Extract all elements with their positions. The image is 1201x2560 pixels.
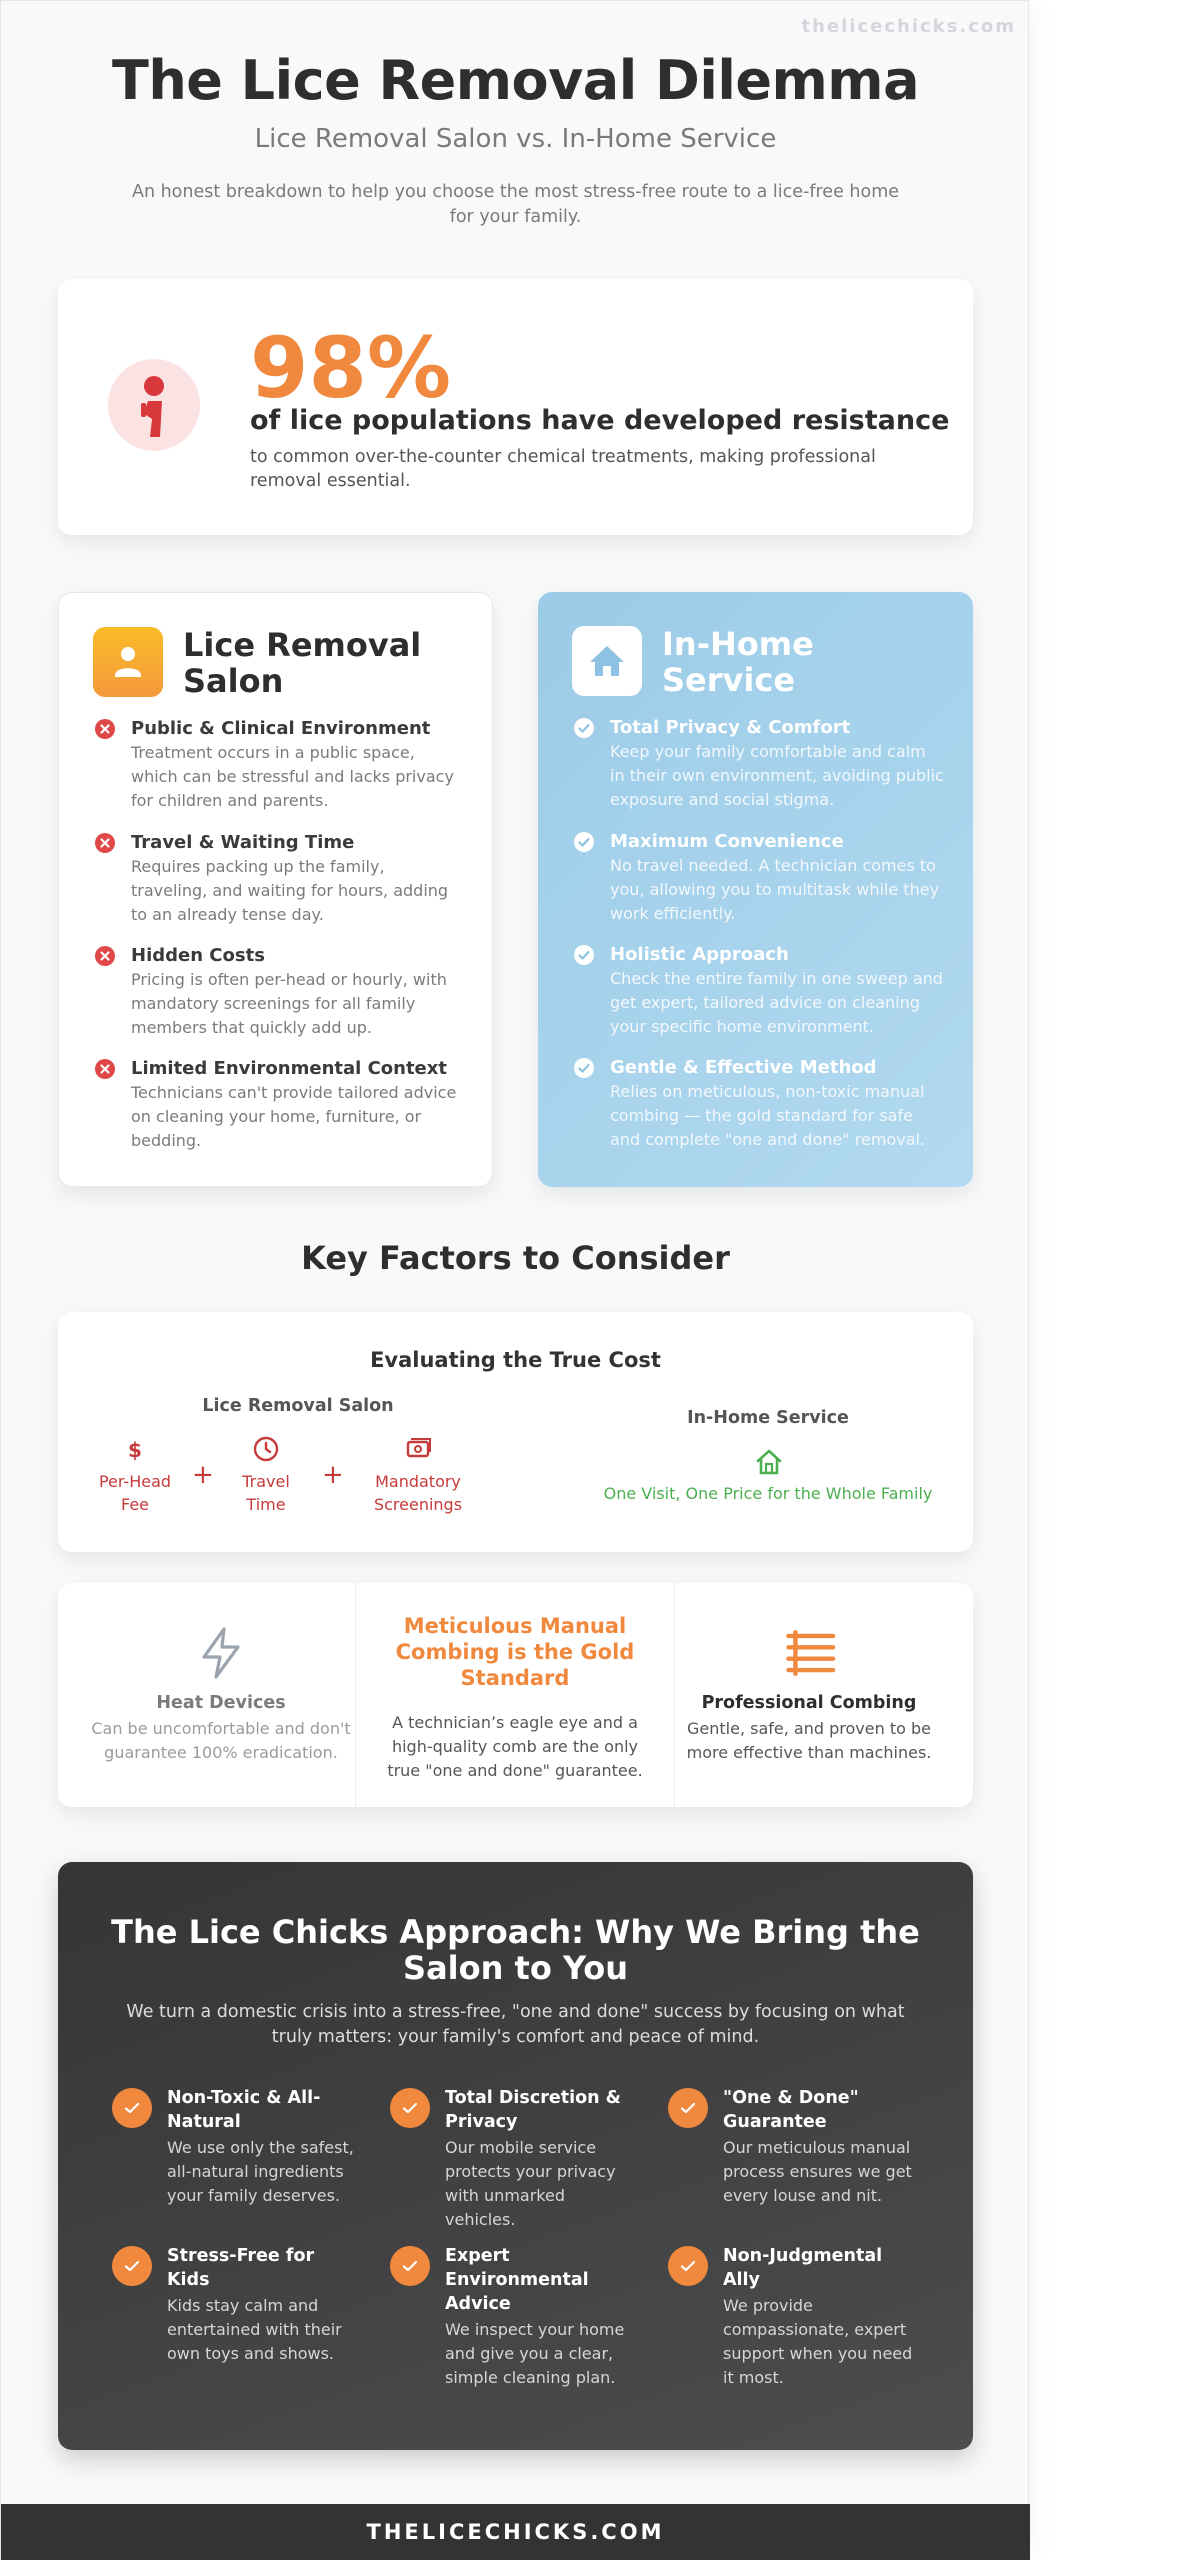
professional-combing [676, 1583, 942, 1807]
x-icon [95, 1059, 115, 1079]
inhome-point [574, 943, 944, 1039]
x-icon [95, 719, 115, 739]
approach-feature [390, 2244, 640, 2390]
fee-label: Mandatory Screenings [373, 1472, 463, 1514]
check-icon [574, 832, 594, 852]
salon-point-title: Hidden Costs [131, 945, 265, 966]
feature-title: Expert Environmental Advice [445, 2246, 589, 2314]
approach-feature [668, 2086, 918, 2208]
check-icon [668, 2088, 708, 2128]
stat-number: 98% [250, 319, 452, 417]
inhome-point [574, 830, 944, 926]
salon-point-title: Limited Environmental Context [131, 1058, 447, 1079]
header [1, 49, 1030, 230]
salon-card [58, 592, 493, 1187]
lightning-icon [193, 1625, 249, 1681]
check-icon [574, 1058, 594, 1078]
feature-desc: Kids stay calm and entertained with their own toys and shows. [167, 2296, 342, 2363]
stat-card [58, 279, 973, 535]
salon-point [95, 831, 465, 927]
approach-feature [390, 2086, 640, 2232]
feature-desc: We provide compassionate, expert support when you need it most. [723, 2296, 913, 2387]
inhome-point [574, 716, 944, 812]
approach-desc: We turn a domestic crisis into a stress-free, "one and done" success by focusing on what truly matters: your family's comfort and peace of mind. [126, 2002, 905, 2047]
check-icon [668, 2246, 708, 2286]
check-icon [574, 945, 594, 965]
check-icon [390, 2088, 430, 2128]
screening-fee [358, 1434, 478, 1516]
check-icon [390, 2246, 430, 2286]
fee-label: Per-Head Fee [98, 1472, 172, 1514]
cost-inhome-label: In-Home Service [687, 1408, 849, 1428]
x-icon [95, 833, 115, 853]
stat-description: to common over-the-counter chemical treatments, making professional removal essential. [250, 447, 876, 491]
home-icon [753, 1446, 785, 1478]
approach-feature [112, 2086, 362, 2208]
cost-title: Evaluating the True Cost [370, 1348, 661, 1372]
inhome-point-title: Holistic Approach [610, 944, 789, 965]
watermark: thelicechicks.com [801, 16, 1016, 37]
combing-desc: Gentle, safe, and proven to be more effective than machines. [686, 1719, 932, 1762]
alert-person-icon [108, 359, 200, 451]
feature-title: Non-Toxic & All-Natural [167, 2088, 321, 2132]
inhome-card [538, 592, 973, 1187]
page-intro: An honest breakdown to help you choose the most stress-free route to a lice-free home for your family. [131, 182, 900, 227]
approach-section [58, 1862, 973, 2450]
check-icon [112, 2088, 152, 2128]
salon-point-desc: Technicians can't provide tailored advice on cleaning your home, furniture, or bedding. [131, 1083, 457, 1150]
heat-desc: Can be uncomfortable and don't guarantee 100% eradication. [91, 1719, 351, 1762]
approach-feature [668, 2244, 918, 2390]
methods-card [58, 1583, 973, 1807]
salon-point-desc: Treatment occurs in a public space, which can be stressful and lacks privacy for children and parents. [131, 743, 454, 810]
inhome-point-desc: Check the entire family in one sweep and get expert, tailored advice on cleaning your specific home environment. [610, 969, 943, 1036]
page-subtitle: Lice Removal Salon vs. In-Home Service [254, 124, 777, 154]
combing-title: Professional Combing [701, 1693, 917, 1713]
clock-icon [251, 1434, 281, 1464]
fee-label: Travel Time [242, 1472, 290, 1514]
salon-point-title: Public & Clinical Environment [131, 718, 431, 739]
footer-site-link[interactable]: THELICECHICKS.COM [1, 2504, 1030, 2560]
feature-desc: We inspect your home and give you a clear, simple cleaning plan. [445, 2320, 625, 2387]
plus-sign: + [322, 1460, 344, 1490]
heat-title: Heat Devices [156, 1693, 286, 1713]
salon-point [95, 717, 465, 813]
cost-card [58, 1312, 973, 1552]
cost-salon-label: Lice Removal Salon [202, 1396, 394, 1416]
gold-desc: A technician’s eagle eye and a high-quality comb are the only true "one and done" guarantee. [387, 1713, 643, 1780]
inhome-point-desc: Relies on meticulous, non-toxic manual combing — the gold standard for safe and complete "one and done" removal. [610, 1082, 926, 1149]
page-title: The Lice Removal Dilemma [111, 49, 920, 112]
dollar-icon [120, 1434, 150, 1464]
salon-title: Lice Removal Salon [183, 626, 422, 700]
gold-title: Meticulous Manual Combing is the Gold Standard [395, 1614, 635, 1690]
person-icon [93, 627, 163, 697]
per-head-fee [75, 1434, 195, 1516]
salon-point-desc: Pricing is often per-head or hourly, with mandatory screenings for all family members that quickly add up. [131, 970, 447, 1037]
stat-headline: of lice populations have developed resistance [250, 405, 950, 436]
plus-sign: + [192, 1460, 214, 1490]
gold-standard [355, 1583, 675, 1807]
check-icon [574, 718, 594, 738]
inhome-point-title: Total Privacy & Comfort [610, 717, 851, 738]
salon-point [95, 1057, 465, 1153]
inhome-title: In-Home Service [662, 625, 814, 699]
check-icon [112, 2246, 152, 2286]
approach-feature [112, 2244, 362, 2366]
travel-time-fee [206, 1434, 326, 1516]
comb-icon [781, 1625, 837, 1681]
inhome-point-title: Gentle & Effective Method [610, 1057, 877, 1078]
feature-title: Non-Judgmental Ally [723, 2246, 883, 2290]
home-icon [572, 626, 642, 696]
x-icon [95, 946, 115, 966]
feature-title: Stress-Free for Kids [167, 2246, 315, 2290]
salon-point-desc: Requires packing up the family, traveling, and waiting for hours, adding to an already tense day. [131, 857, 449, 924]
cost-inhome-text: One Visit, One Price for the Whole Family [603, 1484, 933, 1503]
feature-desc: We use only the safest, all-natural ingredients your family deserves. [167, 2138, 354, 2205]
feature-title: "One & Done" Guarantee [723, 2088, 859, 2132]
inhome-point-title: Maximum Convenience [610, 831, 844, 852]
inhome-point-desc: Keep your family comfortable and calm in their own environment, avoiding public exposure and social stigma. [610, 742, 944, 809]
inhome-point [574, 1056, 944, 1152]
heat-devices [88, 1583, 354, 1807]
salon-point-title: Travel & Waiting Time [131, 832, 355, 853]
money-icon [403, 1434, 433, 1464]
inhome-point-desc: No travel needed. A technician comes to you, allowing you to multitask while they work efficiently. [610, 856, 940, 923]
salon-point [95, 944, 465, 1040]
approach-title: The Lice Chicks Approach: Why We Bring the Salon to You [111, 1913, 920, 1987]
key-factors-title: Key Factors to Consider [301, 1239, 730, 1277]
feature-title: Total Discretion & Privacy [445, 2088, 621, 2132]
feature-desc: Our meticulous manual process ensures we get every louse and nit. [723, 2138, 912, 2205]
svg-text:$: $ [128, 1438, 142, 1462]
feature-desc: Our mobile service protects your privacy with unmarked vehicles. [445, 2138, 616, 2229]
